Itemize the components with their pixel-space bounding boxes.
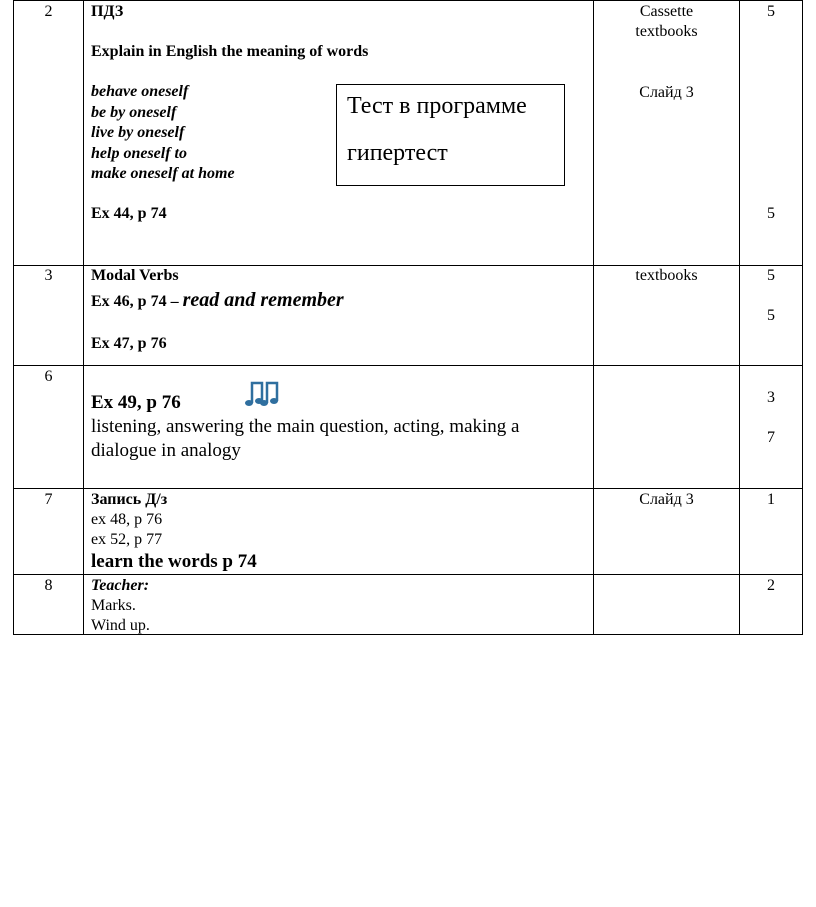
row-2-number: 2 xyxy=(44,3,53,20)
row-8-line-1: Marks. xyxy=(91,597,136,614)
row-7-number: 7 xyxy=(44,491,53,508)
row-6-materials-cell xyxy=(593,365,740,489)
row-6-time-2: 7 xyxy=(767,429,775,446)
row-2-num-cell xyxy=(13,0,84,266)
row-6-time-1: 3 xyxy=(767,389,775,406)
row-3-material: textbooks xyxy=(635,267,698,284)
row-8-materials-cell xyxy=(593,574,740,635)
row-2-slide: Слайд 3 xyxy=(639,84,694,101)
row-6-number: 6 xyxy=(44,368,53,385)
row-7-title: Запись Д/з xyxy=(91,491,168,508)
music-notes-icon xyxy=(245,378,283,408)
phrase-item: behave oneself xyxy=(91,83,189,100)
phrase-item: live by oneself xyxy=(91,124,185,141)
row-7-time: 1 xyxy=(767,491,775,508)
phrase-item: be by oneself xyxy=(91,104,177,121)
row-7-line-2: ex 52, p 77 xyxy=(91,531,163,548)
row-6-title: Ex 49, p 76 xyxy=(91,392,181,413)
row-2-time-2: 5 xyxy=(767,205,775,222)
row-8-number: 8 xyxy=(44,577,53,594)
row-3-exercise-1-emphasis: read and remember xyxy=(182,289,344,311)
row-3-time-2: 5 xyxy=(767,307,775,324)
row-6-time-cell xyxy=(739,365,803,489)
row-2-material-1: Cassette xyxy=(639,3,694,20)
row-8-title: Teacher: xyxy=(91,577,150,594)
row-3-number: 3 xyxy=(44,267,53,284)
phrase-item: make oneself at home xyxy=(91,165,235,182)
row-7-line-1: ex 48, p 76 xyxy=(91,511,163,528)
row-6-desc-line-1: listening, answering the main question, acting, making a xyxy=(91,416,520,437)
row-7-material: Слайд 3 xyxy=(639,491,694,508)
phrase-item: help oneself to xyxy=(91,145,187,162)
row-8-time: 2 xyxy=(767,577,775,594)
row-3-exercise-1-prefix: Ex 46, p 74 – xyxy=(91,293,179,310)
row-2-time-cell xyxy=(739,0,803,266)
note-box-line-2: гипертест xyxy=(347,140,448,166)
row-2-material-2: textbooks xyxy=(635,23,698,40)
row-3-title: Modal Verbs xyxy=(91,267,179,284)
row-3-exercise-2: Ex 47, p 76 xyxy=(91,335,167,352)
row-2-exercise: Ex 44, p 74 xyxy=(91,205,167,222)
row-2-subtitle: Explain in English the meaning of words xyxy=(91,43,369,60)
note-box-line-1: Тест в программе xyxy=(347,93,527,119)
row-2-title: ПДЗ xyxy=(91,3,124,20)
row-8-line-2: Wind up. xyxy=(91,617,150,634)
row-3-time-1: 5 xyxy=(767,267,775,284)
row-3-exercise-1 xyxy=(91,288,344,314)
row-2-time-1: 5 xyxy=(767,3,775,20)
row-8-content-cell xyxy=(83,574,594,635)
row-7-line-3: learn the words p 74 xyxy=(91,551,257,572)
row-6-desc-line-2: dialogue in analogy xyxy=(91,440,241,461)
note-box xyxy=(336,84,565,186)
